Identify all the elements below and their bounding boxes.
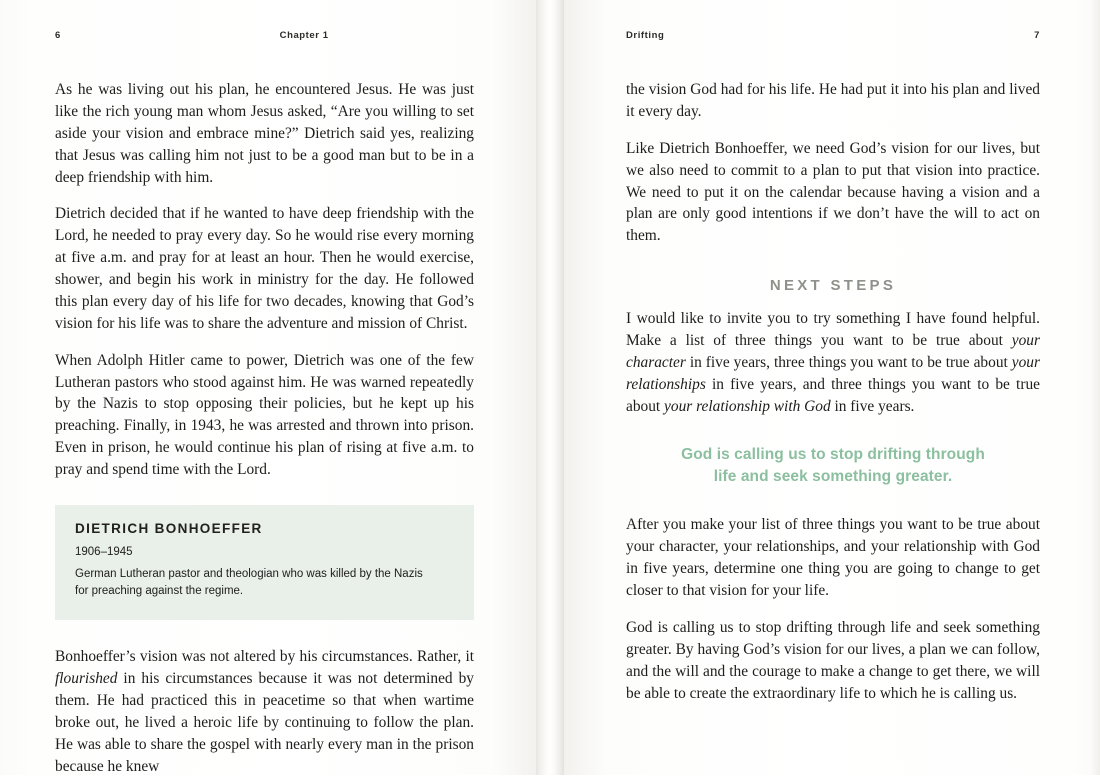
left-page-folio: 6	[55, 30, 61, 41]
left-page-running-head	[55, 30, 474, 52]
section-heading-next-steps: NEXT STEPS	[769, 277, 897, 295]
left-page-chapter-label: Chapter 1	[279, 30, 329, 41]
pull-quote-line-2: life and seek something greater.	[713, 467, 953, 485]
paragraph-next-steps: I would like to invite you to try something I have found helpful. Make a list of three things you want to be true about your character in five years, three things you want to be true about your relationships in five years, and three things you want to be true about your relationship with God in five years.	[626, 310, 1040, 415]
biography-callout	[55, 505, 474, 621]
callout-dates: 1906–1945	[75, 545, 133, 558]
paragraph: When Adolph Hitler came to power, Dietrich was one of the few Lutheran pastors who stood against him. He was warned repeatedly by the Nazis to stop opposing their policies, but he kept up his preaching. Finally, in 1943, he was arrested and thrown into prison. Even in prison, he would continue his plan of rising at five a.m. to pray and spend time with the Lord.	[55, 351, 474, 478]
right-page	[564, 0, 1100, 775]
right-page-chapter-label: Drifting	[626, 30, 665, 41]
paragraph: God is calling us to stop drifting through life and seek something greater. By having God’s vision for our lives, a plan we can follow, and the will and the courage to make a change to get there, we will be able to create the extraordinary life to which he is calling us.	[626, 618, 1040, 702]
left-page-body	[55, 79, 474, 778]
paragraph: the vision God had for his life. He had put it into his plan and lived it every day.	[626, 81, 1040, 120]
callout-description: German Lutheran pastor and theologian who was killed by the Nazis for preaching against the regime.	[75, 567, 423, 598]
right-page-body	[626, 79, 1040, 704]
paragraph: Dietrich decided that if he wanted to have deep friendship with the Lord, he needed to pray every day. So he would rise every morning at five a.m. and pray for at least an hour. Then he would exercise, shower, and begin his work in ministry for the day. He followed this plan every day of his life for two decades, knowing that God’s vision for his life was to share the adventure and mission of Christ.	[55, 205, 474, 332]
right-page-folio: 7	[1034, 30, 1040, 41]
pull-quote-line-1: God is calling us to stop drifting through	[681, 445, 985, 463]
left-page	[0, 0, 536, 775]
right-page-running-head	[626, 30, 1040, 52]
paragraph: Like Dietrich Bonhoeffer, we need God’s vision for our lives, but we also need to commit to a plan to put that vision into practice. We need to put it on the calendar because having a vision and a plan are only good intentions if we don’t have the will to act on them.	[626, 139, 1040, 245]
paragraph: After you make your list of three things you want to be true about your character, your relationships, and your relationship with God in five years, determine one thing you are going to change to get closer to that vision for your life.	[626, 516, 1040, 600]
book-gutter	[536, 0, 564, 775]
paragraph: As he was living out his plan, he encountered Jesus. He was just like the rich young man whom Jesus asked, “Are you willing to set aside your vision and embrace mine?” Dietrich said yes, realizing that Jesus was calling him not just to be a good man but to be in a deep friendship with him.	[55, 81, 474, 186]
paragraph-continued: Bonhoeffer’s vision was not altered by his circumstances. Rather, it flourished in his circumstances because it was not determined by them. He had practiced this in peacetime so that when wartime broke out, he lived a heroic life by continuing to follow the plan. He was able to share the gospel with nearly every man in the prison because he knew	[55, 648, 474, 775]
callout-title: DIETRICH BONHOEFFER	[75, 520, 263, 536]
pull-quote	[626, 444, 1040, 489]
